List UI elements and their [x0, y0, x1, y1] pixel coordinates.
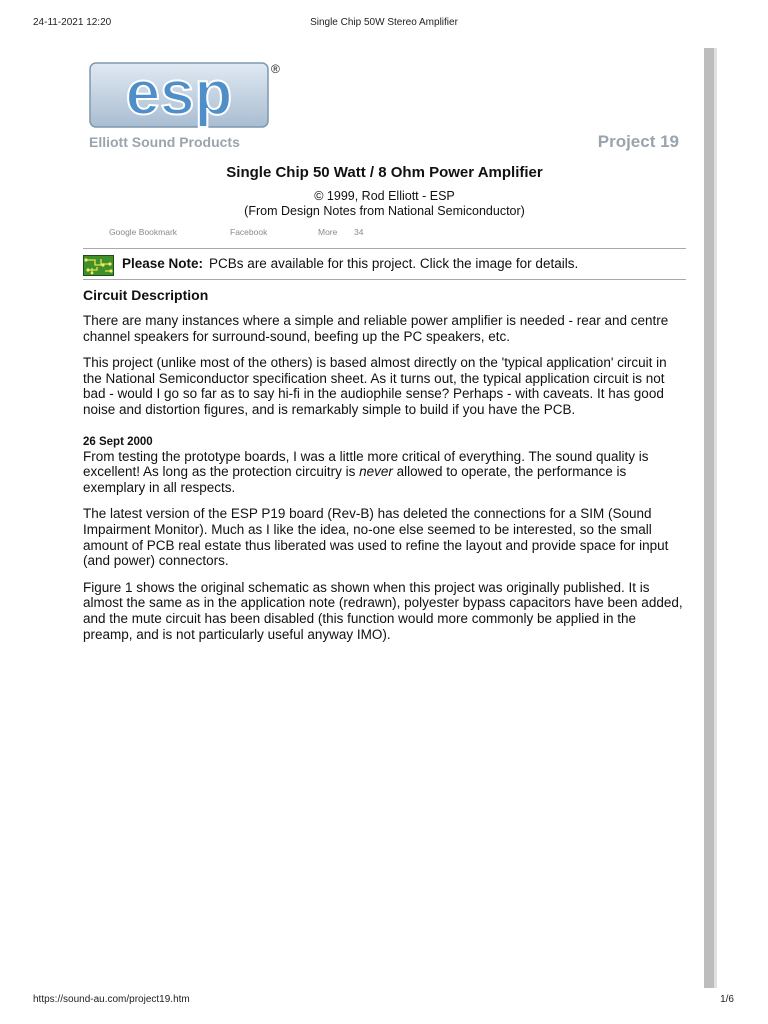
print-date: 24-11-2021 12:20	[33, 17, 112, 28]
paragraph-2: This project (unlike most of the others) is based almost directly on the 'typical application' circuit in the National Semiconductor specification sheet. As it turns out, the typical application circuit is not bad - would I go so far as to say hi-fi in the audiophile sense? Perhaps - with caveats. It has good noise and distortion figures, and is remarkably simple to build if you have the PCB.	[83, 355, 667, 417]
page-edge-shadow	[704, 48, 714, 988]
logo-area	[83, 60, 686, 128]
paragraph-3-emphasis: never	[359, 464, 393, 480]
brand-row	[83, 132, 686, 156]
note-message: PCBs are available for this project. Click the image for details.	[209, 256, 579, 271]
paragraph-3-start: From testing the prototype boards, I was a little more critical of everything. The sound quality is excellent! As long as the protection circuitry is	[83, 448, 649, 480]
brand-name: Elliott Sound Products	[89, 134, 240, 150]
source-line: (From Design Notes from National Semiconductor)	[244, 204, 525, 218]
article-credits	[83, 189, 686, 219]
note-text	[122, 256, 578, 271]
pcb-note	[83, 248, 686, 280]
note-label: Please Note:	[122, 256, 204, 271]
print-url: https://sound-au.com/project19.htm	[33, 994, 190, 1005]
copyright-line: © 1999, Rod Elliott - ESP	[314, 189, 455, 203]
print-title: Single Chip 50W Stereo Amplifier	[310, 17, 458, 28]
section-heading: Circuit Description	[83, 287, 209, 303]
google-bookmark-link[interactable]: Google Bookmark	[109, 227, 178, 237]
pcb-icon[interactable]	[83, 255, 114, 276]
page-number: 1/6	[720, 994, 734, 1005]
logo-text: esp	[125, 62, 233, 128]
update-date: 26 Sept 2000	[83, 435, 153, 448]
share-bar	[83, 225, 686, 243]
project-number: Project 19	[597, 132, 679, 151]
share-count: 34	[354, 227, 364, 237]
facebook-link[interactable]: Facebook	[230, 227, 268, 237]
paragraph-3-end: allowed to operate, the performance is exemplary in all respects.	[83, 464, 627, 495]
page-content	[83, 60, 686, 653]
paragraph-1: There are many instances where a simple and reliable power amplifier is needed - rear and centre channel speakers for surround-sound, beefing up the PC speakers, etc.	[83, 313, 669, 344]
article-title: Single Chip 50 Watt / 8 Ohm Power Amplifier	[226, 164, 543, 181]
more-link[interactable]: More	[318, 227, 338, 237]
paragraph-5: Figure 1 shows the original schematic as shown when this project was originally published. It is almost the same as in the application note (redrawn), polyester bypass capacitors have been added, and the mute circuit has been disabled (this function would more commonly be applied in the preamp, and is not particularly useful anyway IMO).	[83, 579, 683, 642]
paragraph-3	[83, 449, 686, 496]
esp-logo[interactable]	[89, 62, 269, 128]
paragraph-4: The latest version of the ESP P19 board (Rev-B) has deleted the connections for a SIM (Sound Impairment Monitor). Much as I like the idea, no-one else seemed to be interested, so the small amount of PCB real estate thus liberated was used to refine the layout and provide space for input (and power) connectors.	[83, 506, 669, 569]
registered-mark: ®	[271, 62, 280, 76]
